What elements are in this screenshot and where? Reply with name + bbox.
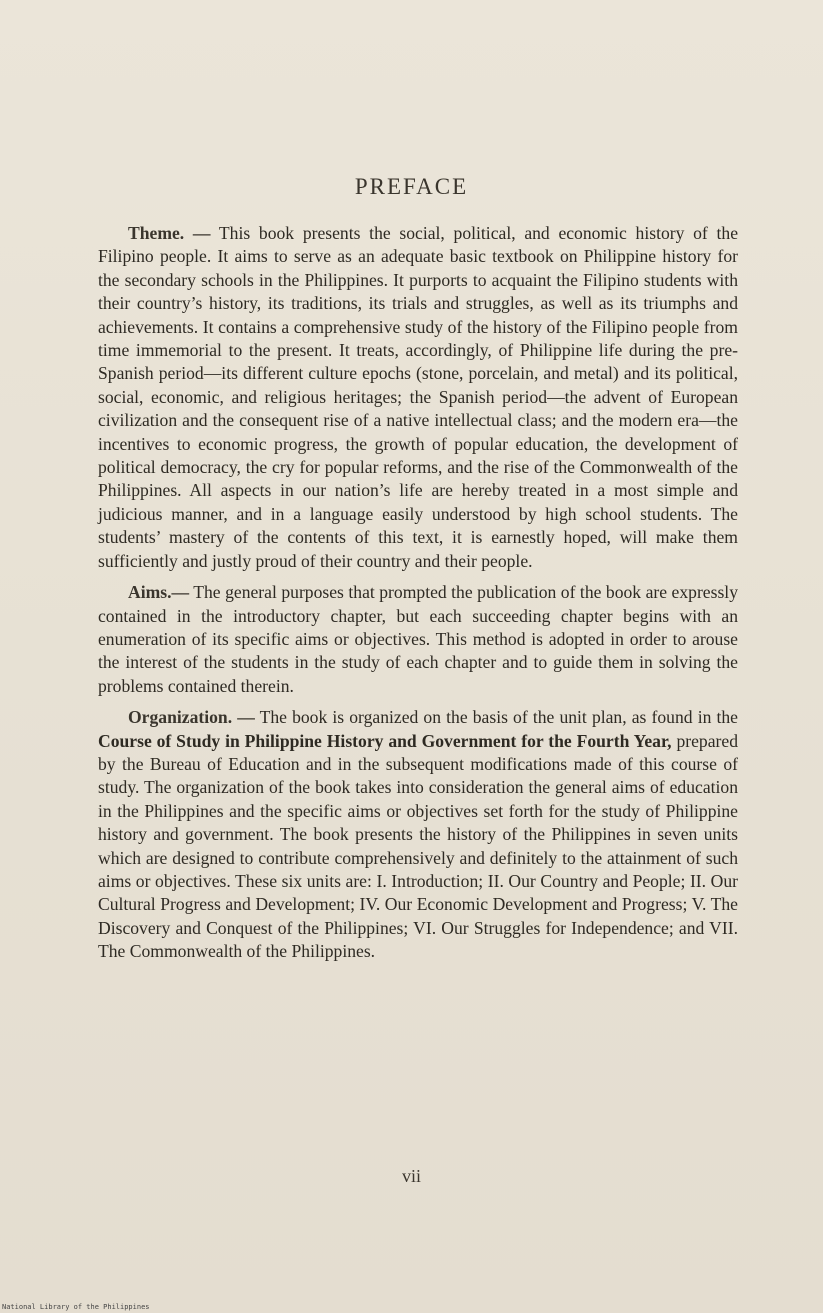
course-title: Course of Study in Philippine History and Government for the Fourth Year, <box>98 730 672 751</box>
paragraph-text-organization-before: The book is organized on the basis of the unit plan, as found in the <box>254 707 738 728</box>
paragraph-aims <box>98 581 738 698</box>
paragraph-text-theme: This book presents the social, political, and economic history of the Filipino people. It aims to serve as an adequate basic textbook on Philippine history for the secondary schools in the Philippines. It purports to acquaint the Filipino students with their country’s history, its traditions, its trials and struggles, as well as its triumphs and achievements. It contains a comprehensive study of the history of the Filipino people from time immemorial to the present. It treats, accordingly, of Philippine life during the pre-Spanish period—its different culture epochs (stone, porcelain, and metal) and its political, social, economic, and religious heritages; the Spanish period—the advent of European civilization and the consequent rise of a native intellectual class; and the modern era—the incentives to economic progress, the growth of popular education, the development of political democracy, the cry for popular reforms, and the rise of the Commonwealth of the Philippines. All aspects in our nation’s life are hereby treated in a most simple and judicious manner, and in a language easily understood by high school students. The students’ mastery of the contents of this text, it is earnestly hoped, will make them sufficiently and justly proud of their country and their people. <box>98 223 739 571</box>
page-number: vii <box>401 1166 421 1186</box>
footer-credit: National Library of the Philippines <box>2 1303 150 1311</box>
page-title: PREFACE <box>354 174 469 199</box>
paragraph-text-organization-after: prepared by the Bureau of Education and in the subsequent modifications made of this course of study. The organization of the book takes into consideration the general aims of education in the Philippines and the specific aims or objectives set forth for the study of Philippine history and government. The book presents the history of the Philippines in seven units which are designed to contribute comprehensively and definitely to the attainment of such aims or objectives. These six units are: I. Introduction; II. Our Country and People; II. Our Cultural Progress and Development; IV. Our Economic Development and Progress; V. The Discovery and Conquest of the Philippines; VI. Our Struggles for Independence; and VII. The Commonwealth of the Philippines. <box>98 730 738 962</box>
paragraph-heading-theme: Theme. — <box>128 223 211 243</box>
paragraph-heading-organization: Organization. — <box>128 707 255 728</box>
paragraph-theme <box>98 222 738 573</box>
paragraph-text-aims: The general purposes that prompted the publication of the book are expressly contained in the introductory chapter, but each succeeding chapter begins with an enumeration of its specific aims or objectives. This method is adopted in order to arouse the interest of the students in the study of each chapter and to guide them in solving the problems contained therein. <box>98 582 738 696</box>
paragraph-organization <box>98 706 738 963</box>
preface-body <box>98 222 738 972</box>
paragraph-heading-aims: Aims.— <box>128 582 190 603</box>
